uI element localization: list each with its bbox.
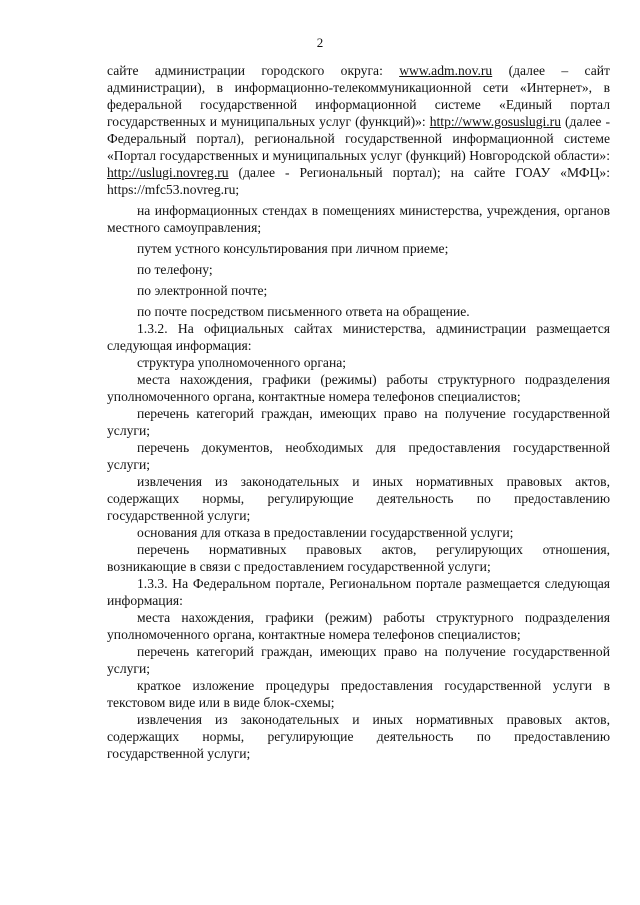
gosuslugi-link[interactable]: http://www.gosuslugi.ru — [429, 114, 562, 129]
paragraph: места нахождения, графики (режимы) работы структурного подразделения уполномоченного органа, контактные номера телефонов специалистов; — [107, 372, 610, 404]
document-body — [107, 62, 610, 762]
paragraph: по электронной почте; — [137, 283, 268, 298]
adm-site-link[interactable]: www.adm.nov.ru — [399, 63, 493, 78]
paragraph: перечень нормативных правовых актов, регулирующих отношения, возникающие в связи с предоставлением государственной услуги; — [107, 542, 610, 574]
paragraph: извлечения из законодательных и иных нормативных правовых актов, содержащих нормы, регулирующие деятельность по предоставлению государственной услуги; — [107, 712, 610, 761]
paragraph: извлечения из законодательных и иных нормативных правовых актов, содержащих нормы, регулирующие деятельность по предоставлению государственной услуги; — [107, 474, 610, 523]
page-number: 2 — [316, 35, 324, 50]
paragraph: по почте посредством письменного ответа на обращение. — [137, 304, 470, 319]
section-heading-1-3-3: 1.3.3. На Федеральном портале, Региональном портале размещается следующая информация: — [107, 576, 610, 608]
paragraph-sources: сайте администрации городского округа: www.adm.nov.ru (далее – сайт администрации), в информационно-телекоммуникационной сети «Интернет», в федеральной государственной информационной системе «Единый портал государственных и муниципальных услуг (функций)»: http://www.gosuslugi.ru (далее - Федеральный портал), региональной государственной информационной системе «Портал государственных и муниципальных услуг (функций) Новгородской области»: http://uslugi.novreg.ru (далее - Региональный портал); на сайте ГОАУ «МФЦ»: https://mfc53.novreg.ru; — [107, 63, 610, 197]
paragraph: перечень документов, необходимых для предоставления государственной услуги; — [107, 440, 610, 472]
paragraph: основания для отказа в предоставлении государственной услуги; — [137, 525, 514, 540]
paragraph: на информационных стендах в помещениях министерства, учреждения, органов местного самоуправления; — [107, 203, 610, 235]
section-heading-1-3-2: 1.3.2. На официальных сайтах министерства, администрации размещается следующая информация: — [107, 321, 610, 353]
paragraph: краткое изложение процедуры предоставления государственной услуги в текстовом виде или в виде блок-схемы; — [107, 678, 610, 710]
paragraph: перечень категорий граждан, имеющих право на получение государственной услуги; — [107, 644, 610, 676]
paragraph: по телефону; — [137, 262, 213, 277]
regional-portal-link[interactable]: http://uslugi.novreg.ru — [107, 165, 229, 180]
paragraph: структура уполномоченного органа; — [137, 355, 347, 370]
paragraph: места нахождения, графики (режим) работы структурного подразделения уполномоченного органа, контактные номера телефонов специалистов; — [107, 610, 610, 642]
paragraph: перечень категорий граждан, имеющих право на получение государственной услуги; — [107, 406, 610, 438]
paragraph: путем устного консультирования при личном приеме; — [137, 241, 449, 256]
